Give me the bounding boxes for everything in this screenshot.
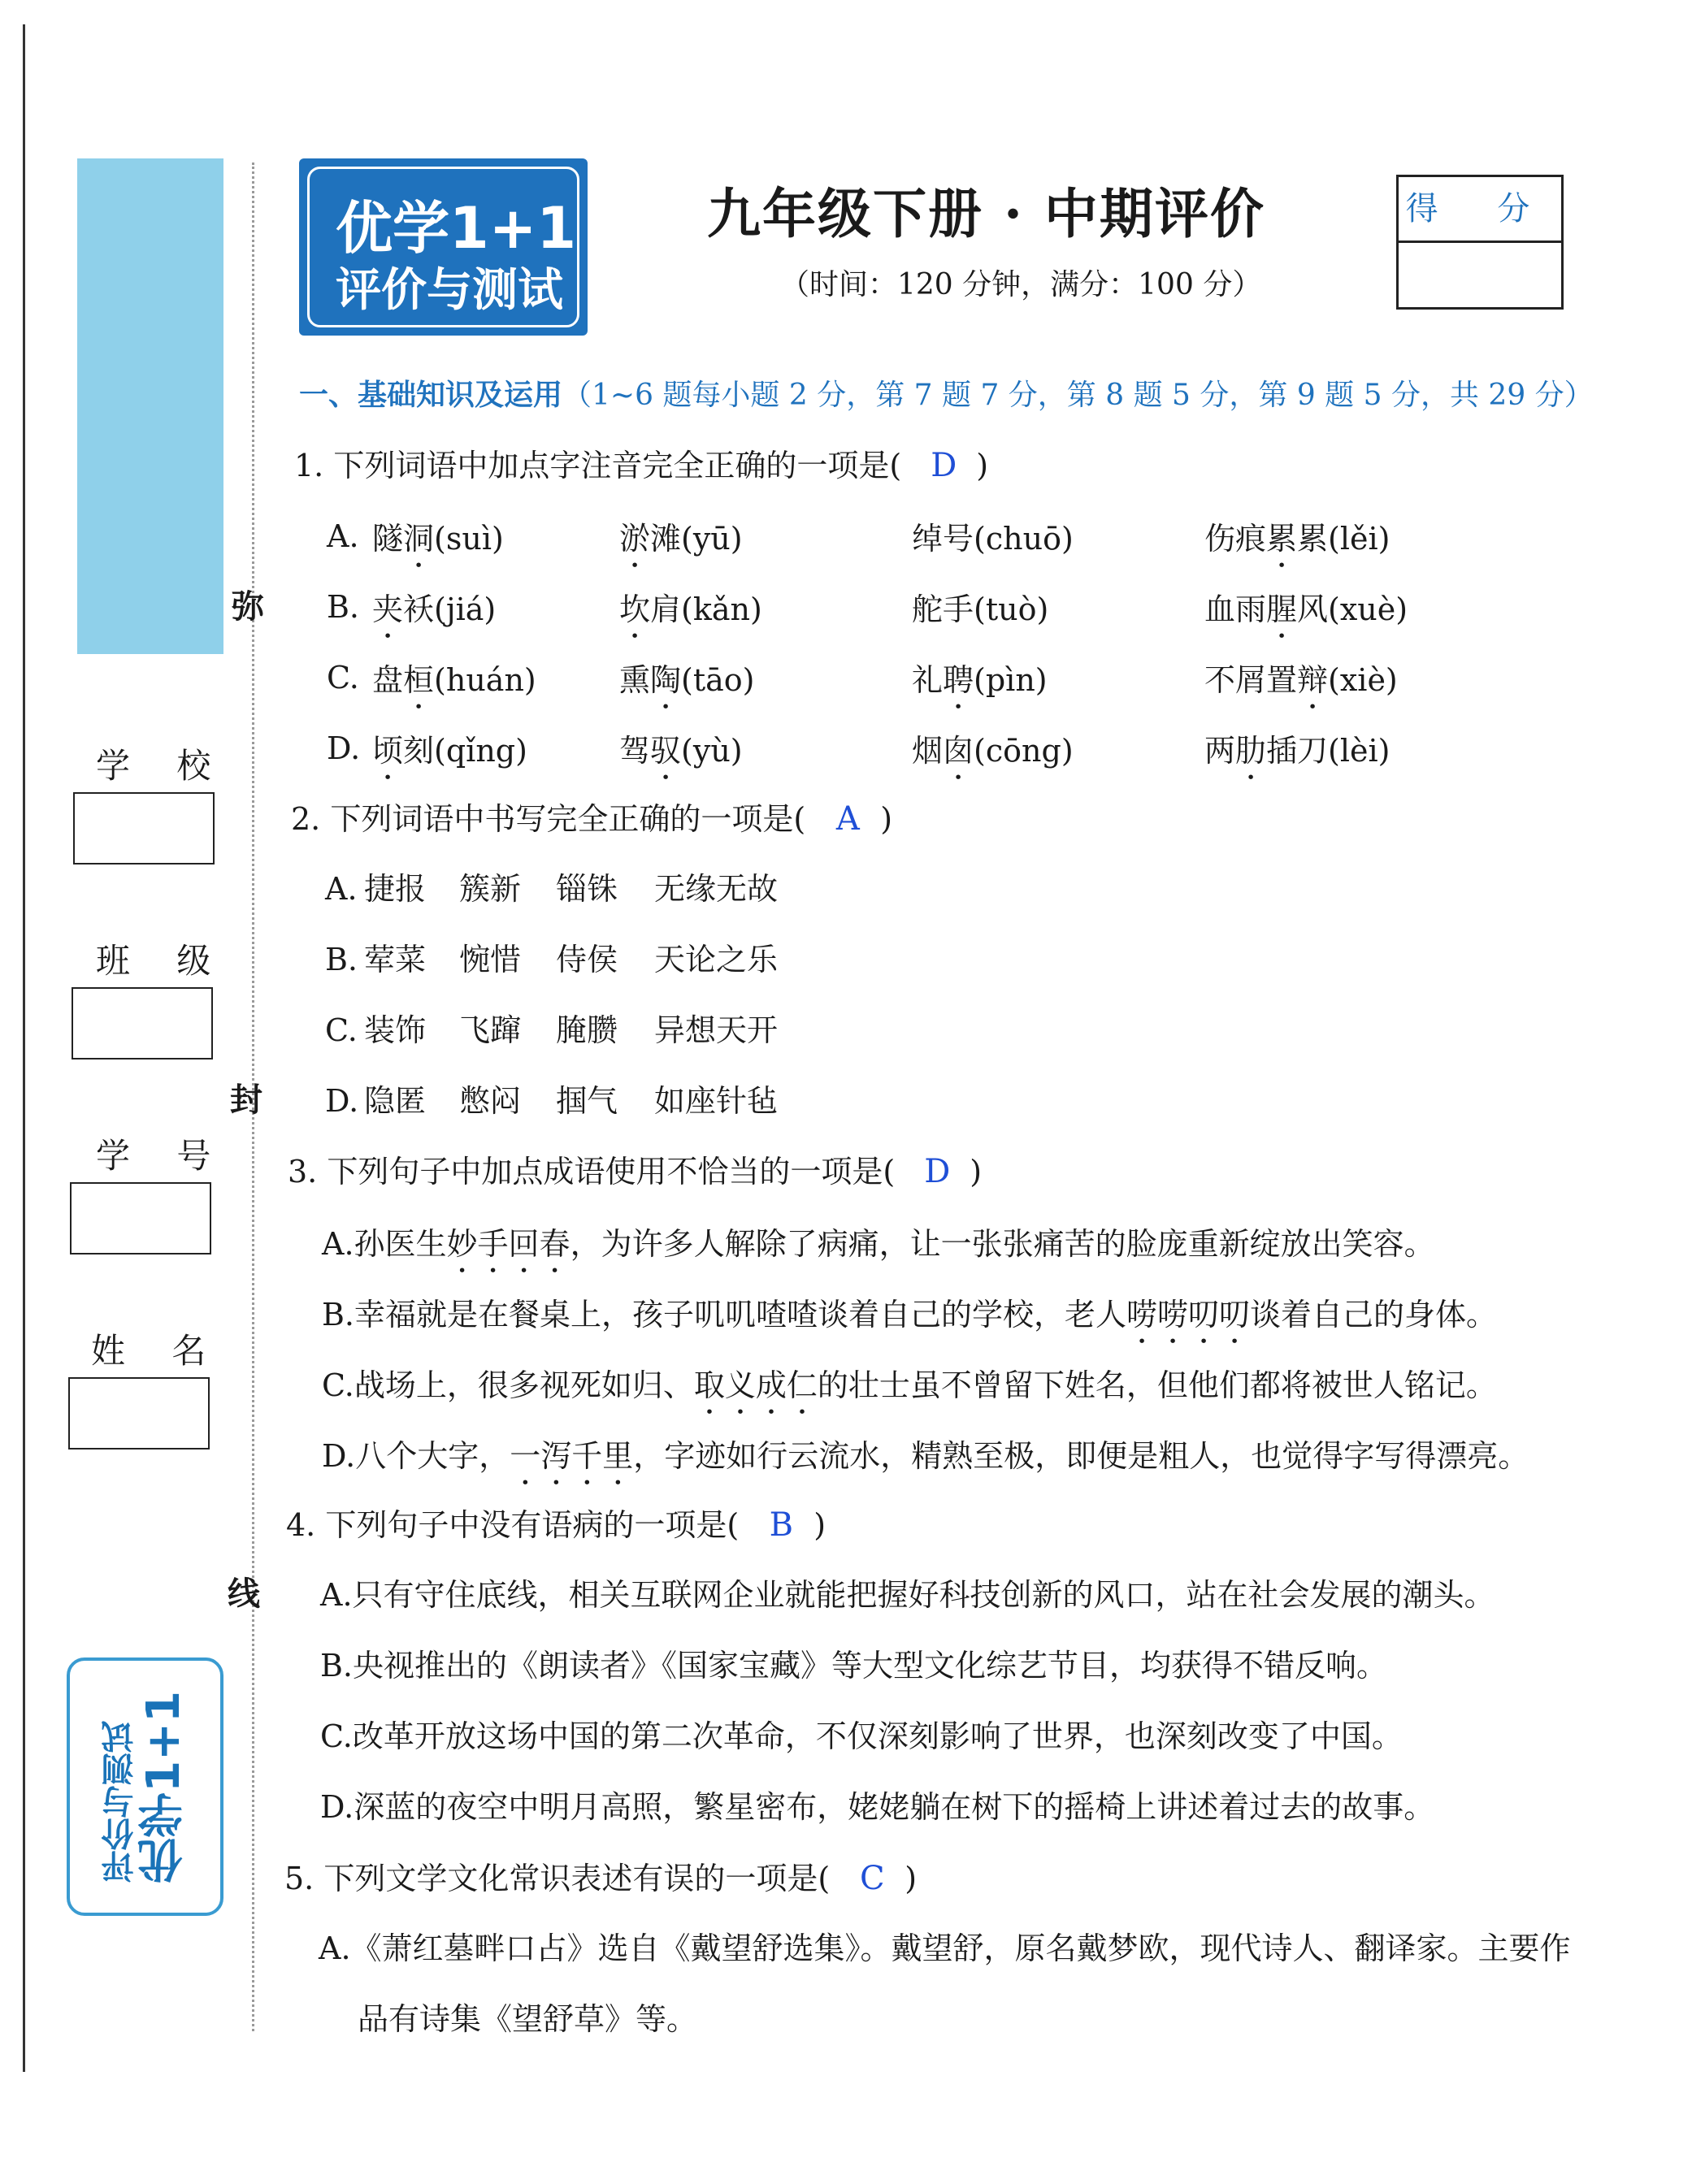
q1-dotted-char: 囱 — [943, 733, 974, 769]
q3-option — [322, 1438, 1529, 1492]
q2-stem-text: 2. 下列词语中书写完全正确的一项是( — [291, 801, 806, 837]
q4-option — [320, 1648, 1388, 1684]
q4-option-letter: D. — [320, 1789, 354, 1825]
blue-side-bar — [77, 158, 223, 654]
q1-word-post: (pìn) — [974, 662, 1048, 698]
q1-option-word — [619, 662, 755, 716]
q1-word-post: 风(xuè) — [1297, 592, 1408, 627]
q2-option-word: 天论之乐 — [654, 942, 779, 977]
q1-option-word — [372, 521, 504, 574]
q3-text-pre: 战场上，很多视死如归、 — [354, 1367, 694, 1403]
q3-text-post: ，字迹如行云流水，精熟至极，即便是粗人，也觉得字写得漂亮。 — [633, 1438, 1529, 1474]
seal-char-2: 封 — [230, 1081, 262, 1119]
score-input[interactable] — [1399, 243, 1561, 306]
q1-option-word — [619, 733, 743, 786]
q2-option-word: 捷报 — [364, 871, 427, 907]
section-title: 一、基础知识及运用 — [299, 378, 563, 412]
q1-option-letter: A. — [327, 518, 359, 554]
q2-option-word: 荤菜 — [364, 942, 427, 977]
q1-option-word — [912, 662, 1048, 716]
q4-option-text: 只有守住底线，相关互联网企业就能把握好科技创新的风口，站在社会发展的潮头。 — [352, 1577, 1495, 1613]
q3-text-pre: 幸福就是在餐桌上，孩子叽叽喳喳谈着自己的学校，老人 — [354, 1297, 1127, 1332]
q4-option — [320, 1718, 1403, 1754]
series-logo — [299, 158, 588, 336]
q1-word-pre: 隧 — [372, 521, 404, 557]
seal-char-1: 弥 — [232, 588, 264, 626]
seal-char-3: 线 — [228, 1575, 260, 1613]
q1-word-pre: 伤痕 — [1204, 521, 1267, 557]
q1-word-pre: 盘 — [372, 662, 404, 698]
q1-word-post: (yù) — [681, 733, 743, 769]
q1-option-word — [619, 521, 743, 574]
q3-dotted-idiom: 唠唠叨叨 — [1126, 1297, 1251, 1332]
q1-dotted-char: 淤 — [619, 521, 651, 557]
q1-stem-text: 1. 下列词语中加点字注音完全正确的一项是( — [294, 448, 902, 483]
q2-option-letter: B. — [325, 942, 358, 977]
q5-option-a-line2: 品有诗集《望舒草》等。 — [358, 2001, 698, 2037]
q2-option-word: 如座针毡 — [654, 1083, 779, 1119]
vertical-logo — [67, 1658, 223, 1916]
q4-answer: B — [769, 1506, 793, 1544]
q3-option-letter: C. — [322, 1367, 354, 1403]
q1-word-pre: 舵 — [912, 592, 944, 627]
q1-word-post: 手(tuò) — [943, 592, 1049, 627]
q1-word-pre: 烟 — [912, 733, 944, 769]
q3-dotted-idiom: 妙手回春 — [446, 1226, 571, 1262]
q2-option-word: 异想天开 — [654, 1012, 779, 1048]
q4-option — [320, 1789, 1435, 1825]
score-label: 得 分 — [1399, 177, 1561, 243]
student-number-field[interactable] — [70, 1182, 211, 1254]
field-label-number: 学 号 — [96, 1136, 229, 1176]
class-field[interactable] — [72, 987, 213, 1060]
q4-option-letter: C. — [320, 1718, 353, 1754]
q3-option — [322, 1367, 1497, 1421]
q2-option-word: 装饰 — [364, 1012, 427, 1048]
q4-stem — [286, 1506, 826, 1544]
q1-option-word — [912, 733, 1074, 786]
q2-close: ) — [880, 801, 893, 837]
q1-dotted-char: 顷 — [372, 733, 404, 769]
q2-option-word: 憋闷 — [459, 1083, 522, 1119]
q1-dotted-char: 辩 — [1297, 662, 1329, 698]
school-field[interactable] — [73, 792, 215, 864]
page-edge-line — [23, 24, 25, 2072]
page-title: 九年级下册 · 中期评价 — [707, 182, 1265, 245]
q1-option-word — [372, 592, 496, 645]
q4-option-text: 改革开放这场中国的第二次革命，不仅深刻影响了世界，也深刻改变了中国。 — [352, 1718, 1403, 1754]
field-label-class: 班 级 — [96, 941, 229, 981]
q1-option-word — [1204, 521, 1390, 574]
q1-stem — [294, 449, 988, 482]
q5-option-a-line1: A.《萧红墓畔口占》选自《戴望舒选集》。戴望舒，原名戴梦欧，现代诗人、翻译家。主要作 — [319, 1930, 1571, 1966]
q3-option — [322, 1297, 1497, 1350]
q2-stem — [291, 800, 893, 838]
q2-option-word: 簇新 — [459, 871, 522, 907]
q1-option-word — [1204, 592, 1408, 645]
q1-dotted-char: 腥 — [1266, 592, 1298, 627]
q3-option-letter: A. — [322, 1226, 354, 1262]
score-box — [1396, 175, 1564, 310]
logo-line2: 评价与测试 — [336, 264, 563, 317]
q1-dotted-char: 夹 — [372, 592, 404, 627]
q1-word-post: (tāo) — [681, 662, 755, 698]
q1-word-pre: 血雨 — [1204, 592, 1267, 627]
q1-word-pre: 熏 — [619, 662, 651, 698]
q1-word-post: (xiè) — [1328, 662, 1398, 698]
q1-word-pre: 礼 — [912, 662, 944, 698]
q1-option-word — [372, 733, 527, 786]
q3-stem — [288, 1155, 982, 1188]
q1-word-post: 肩(kǎn) — [650, 592, 762, 627]
q1-option-word — [1204, 662, 1398, 716]
q1-option-word — [372, 662, 536, 716]
q3-text-post: 谈着自己的身体。 — [1250, 1297, 1498, 1332]
q1-option-word — [619, 592, 762, 645]
q4-close: ) — [813, 1507, 826, 1543]
q3-text-post: ，为许多人解除了病痛，让一张张痛苦的脸庞重新绽放出笑容。 — [570, 1226, 1435, 1262]
q4-option-text: 央视推出的《朗读者》《国家宝藏》等大型文化综艺节目，均获得不错反响。 — [353, 1648, 1388, 1684]
q1-option-letter: C. — [327, 660, 359, 696]
q1-word-post: 插刀(lèi) — [1266, 733, 1390, 769]
name-field[interactable] — [68, 1377, 210, 1450]
q1-option-letter: B. — [327, 589, 360, 625]
q3-dotted-idiom: 一泻千里 — [510, 1438, 634, 1474]
q3-dotted-idiom: 取义成仁 — [693, 1367, 818, 1403]
q4-option-letter: B. — [320, 1648, 354, 1684]
q2-option-word: 锱铢 — [556, 871, 618, 907]
q2-option-letter: D. — [325, 1083, 359, 1119]
q2-option-word: 腌臜 — [556, 1012, 618, 1048]
q3-answer: D — [924, 1153, 951, 1190]
q2-option-letter: A. — [325, 871, 358, 907]
vertical-logo-sub: 评价与测试 — [101, 1720, 139, 1883]
q1-dotted-char: 洞 — [403, 521, 435, 557]
q1-dotted-char: 累 — [1266, 521, 1298, 557]
q3-close: ) — [970, 1154, 983, 1190]
q3-option — [322, 1226, 1435, 1280]
q3-option-letter: D. — [322, 1438, 356, 1474]
q1-word-post: (cōng) — [974, 733, 1074, 769]
q1-word-pre: 驾 — [619, 733, 651, 769]
q3-text-post: 的壮士虽不曾留下姓名，但他们都将被世人铭记。 — [817, 1367, 1497, 1403]
q5-stem — [284, 1862, 917, 1895]
q2-option-word: 飞蹿 — [459, 1012, 522, 1048]
q5-answer: C — [859, 1860, 885, 1897]
q1-word-pre: 不屑置 — [1204, 662, 1298, 698]
q3-text-pre: 孙医生 — [354, 1226, 447, 1262]
q5-close: ) — [905, 1861, 918, 1896]
section-heading — [299, 372, 1594, 414]
q1-word-post: 滩(yū) — [650, 521, 743, 557]
q3-text-pre: 八个大字， — [355, 1438, 510, 1474]
q1-word-post: 累(lěi) — [1297, 521, 1390, 557]
q1-dotted-char: 桓 — [403, 662, 435, 698]
q4-option-text: 深蓝的夜空中明月高照，繁星密布，姥姥躺在树下的摇椅上讲述着过去的故事。 — [354, 1789, 1435, 1825]
q2-option-word: 惋惜 — [459, 942, 522, 977]
q1-word-post: (suì) — [434, 521, 504, 557]
logo-line1: 优学1+1 — [336, 195, 577, 262]
q1-dotted-char: 坎 — [619, 592, 651, 627]
q3-option-letter: B. — [322, 1297, 355, 1332]
q3-stem-text: 3. 下列句子中加点成语使用不恰当的一项是( — [288, 1154, 896, 1190]
q1-option-word — [1204, 733, 1390, 786]
q2-answer: A — [835, 800, 860, 838]
q1-word-post: 袄(jiá) — [403, 592, 497, 627]
q4-option — [320, 1577, 1495, 1613]
q1-word-post: (huán) — [434, 662, 536, 698]
q2-option-word: 无缘无故 — [654, 871, 779, 907]
q1-option-letter: D. — [327, 730, 361, 766]
q1-dotted-char: 聘 — [943, 662, 974, 698]
q1-dotted-char: 肋 — [1235, 733, 1267, 769]
field-label-name: 姓 名 — [91, 1331, 224, 1371]
q1-dotted-char: 陶 — [650, 662, 682, 698]
section-points: （1~6 题每小题 2 分，第 7 题 7 分，第 8 题 5 分，第 9 题 5 分，共 29 分） — [562, 379, 1594, 412]
q1-close: ) — [976, 448, 989, 483]
q1-dotted-char: 驭 — [650, 733, 682, 769]
q5-stem-text: 5. 下列文学文化常识表述有误的一项是( — [284, 1861, 831, 1896]
q1-word-post: 号(chuō) — [943, 521, 1074, 557]
q1-answer: D — [931, 447, 957, 484]
field-label-school: 学 校 — [96, 746, 229, 786]
q1-word-post: 刻(qǐng) — [403, 733, 527, 769]
q2-option-word: 掴气 — [556, 1083, 618, 1119]
q2-option-letter: C. — [325, 1012, 358, 1048]
q4-option-letter: A. — [320, 1577, 353, 1613]
page-subtitle: （时间：120 分钟，满分：100 分） — [780, 268, 1262, 301]
q2-option-word: 侍侯 — [556, 942, 618, 977]
vertical-logo-main: 优学1+1 — [137, 1690, 190, 1883]
q1-option-word — [912, 521, 1074, 574]
q4-stem-text: 4. 下列句子中没有语病的一项是( — [286, 1507, 740, 1543]
q1-option-word — [912, 592, 1048, 645]
q1-word-pre: 两 — [1204, 733, 1236, 769]
q1-word-pre: 绰 — [912, 521, 944, 557]
q2-option-word: 隐匿 — [364, 1083, 427, 1119]
